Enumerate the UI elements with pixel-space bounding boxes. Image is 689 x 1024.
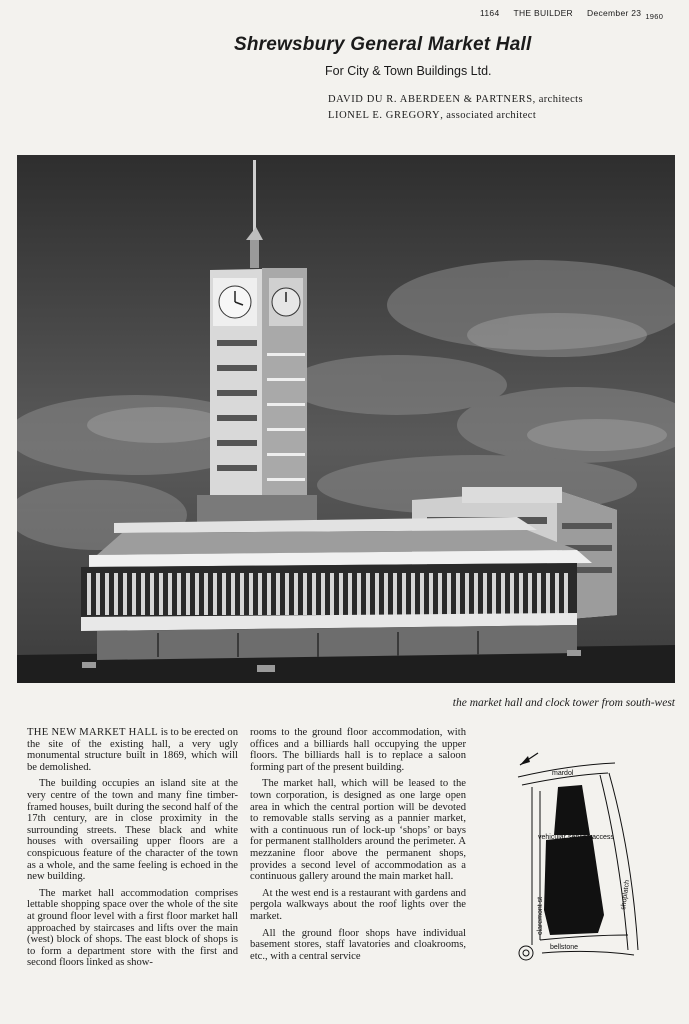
facade-fin [537, 573, 541, 615]
issue-date: December 23 [587, 8, 642, 18]
facade-fin [555, 573, 559, 615]
paragraph: At the west end is a restaurant with gardens and pergola walkways about the roof lights over the market. [250, 887, 466, 922]
facade-fin [420, 573, 424, 615]
paragraph: rooms to the ground floor accommodation, with offices and a billiards hall occupying the upper floors. The billiards hall is to replace a saloon forming part of the present building. [250, 727, 466, 773]
facade-fin [357, 573, 361, 615]
facade-fin [447, 573, 451, 615]
facade-fin [474, 573, 478, 615]
paragraph: The market hall accommodation comprises lettable shopping space over the whole of the site at ground floor level with a first floor market hall approached by staircases and lifts over the main (west) block of shops. The east block of shops is to form a department store with the first and second floors linked as show- [27, 887, 238, 969]
facade-fin [222, 573, 226, 615]
site-plan [510, 735, 640, 975]
street-label-east: shoplatch [620, 879, 632, 911]
article-title: Shrewsbury General Market Hall [234, 34, 532, 55]
street-label-west: claremont st [537, 896, 544, 935]
facade-fin [276, 573, 280, 615]
facade-fin [168, 573, 172, 615]
facade-fin [339, 573, 343, 615]
facade-fin [267, 573, 271, 615]
associated-architect-name: LIONEL E. GREGORY [328, 110, 441, 121]
journal-name: THE BUILDER [513, 8, 573, 18]
facade-fin [96, 573, 100, 615]
facade-fin [528, 573, 532, 615]
text-column-1 [27, 727, 238, 974]
facade-fin [294, 573, 298, 615]
facade-fin [249, 573, 253, 615]
facade-fin [402, 573, 406, 615]
facade-fin [330, 573, 334, 615]
architect-credit [328, 94, 583, 105]
facade-fin [411, 573, 415, 615]
facade-fin [105, 573, 109, 615]
facade-fin [501, 573, 505, 615]
facade-fin [150, 573, 154, 615]
associated-architect-role: , associated architect [440, 110, 537, 121]
paragraph: The market hall, which will be leased to the town corporation, is designed as one large open area in which the central portion will be devoted to removable stalls serving as a pannier market, with a continuous run of lock-up ‘shops’ or bays for permanent stallholders around the perimeter. A mezzanine floor above the permanent shops, provides a second level of accommodation as a continuous gallery around the main market hall. [250, 778, 466, 883]
page-number: 1164 [480, 8, 500, 18]
facade-fin [321, 573, 325, 615]
architect-name: DAVID DU R. ABERDEEN & PARTNERS [328, 94, 533, 105]
facade-fin [204, 573, 208, 615]
facade-fin [348, 573, 352, 615]
market-hall-photograph [17, 155, 675, 683]
paragraph-text: is to be erected on the site of the existing hall, a very ugly monumental structure built in 1869, which will be demolished. [27, 727, 239, 773]
facade-fin [456, 573, 460, 615]
facade-fin [303, 573, 307, 615]
facade-fin [312, 573, 316, 615]
facade-fin [87, 573, 91, 615]
paragraph: The building occupies an island site at the very centre of the town and many fine timber-framed houses, built during the second half of the 17th century, are in close proximity in the surrounding streets. These black and white houses with oversailing upper floors are a conspicuous feature of the character of the town as a whole, and the same feeling is echoed in the new building. [27, 778, 238, 883]
facade-fin [195, 573, 199, 615]
facade-fin [141, 573, 145, 615]
service-access-label: vehicular service access [538, 834, 614, 841]
article-subtitle: For City & Town Buildings Ltd. [325, 64, 492, 78]
architect-role: , architects [532, 94, 583, 105]
paragraph: All the ground floor shops have individual basement stores, staff lavatories and cloakrooms, etc., with a central service [250, 927, 466, 962]
facade-fin [213, 573, 217, 615]
facade-fin [123, 573, 127, 615]
photo-caption: the market hall and clock tower from south-west [452, 697, 675, 709]
facade-fin [438, 573, 442, 615]
facade-fin [384, 573, 388, 615]
lead-in: THE NEW MARKET HALL [27, 727, 159, 738]
facade-fin [114, 573, 118, 615]
facade-fin [375, 573, 379, 615]
facade-fin [564, 573, 568, 615]
associated-architect-credit [328, 110, 536, 121]
facade-fin [231, 573, 235, 615]
facade-fin [159, 573, 163, 615]
street-label-south: bellstone [550, 944, 579, 951]
facade-fin [483, 573, 487, 615]
facade-fin [393, 573, 397, 615]
facade-fin [546, 573, 550, 615]
facade-fin [366, 573, 370, 615]
text-column-2 [250, 727, 466, 967]
issue-year: 1960 [645, 12, 664, 21]
facade-fin [510, 573, 514, 615]
facade-fin [285, 573, 289, 615]
facade-fin [492, 573, 496, 615]
facade-fin [186, 573, 190, 615]
north-arrow-icon [520, 753, 538, 765]
facade-fin [177, 573, 181, 615]
facade-fin [132, 573, 136, 615]
paragraph [27, 727, 238, 773]
facade-fin [465, 573, 469, 615]
running-header [480, 8, 685, 21]
facade-fin [519, 573, 523, 615]
street-label-north: mardol [552, 770, 574, 777]
facade-fin [240, 573, 244, 615]
facade-fin [429, 573, 433, 615]
facade-fin [258, 573, 262, 615]
